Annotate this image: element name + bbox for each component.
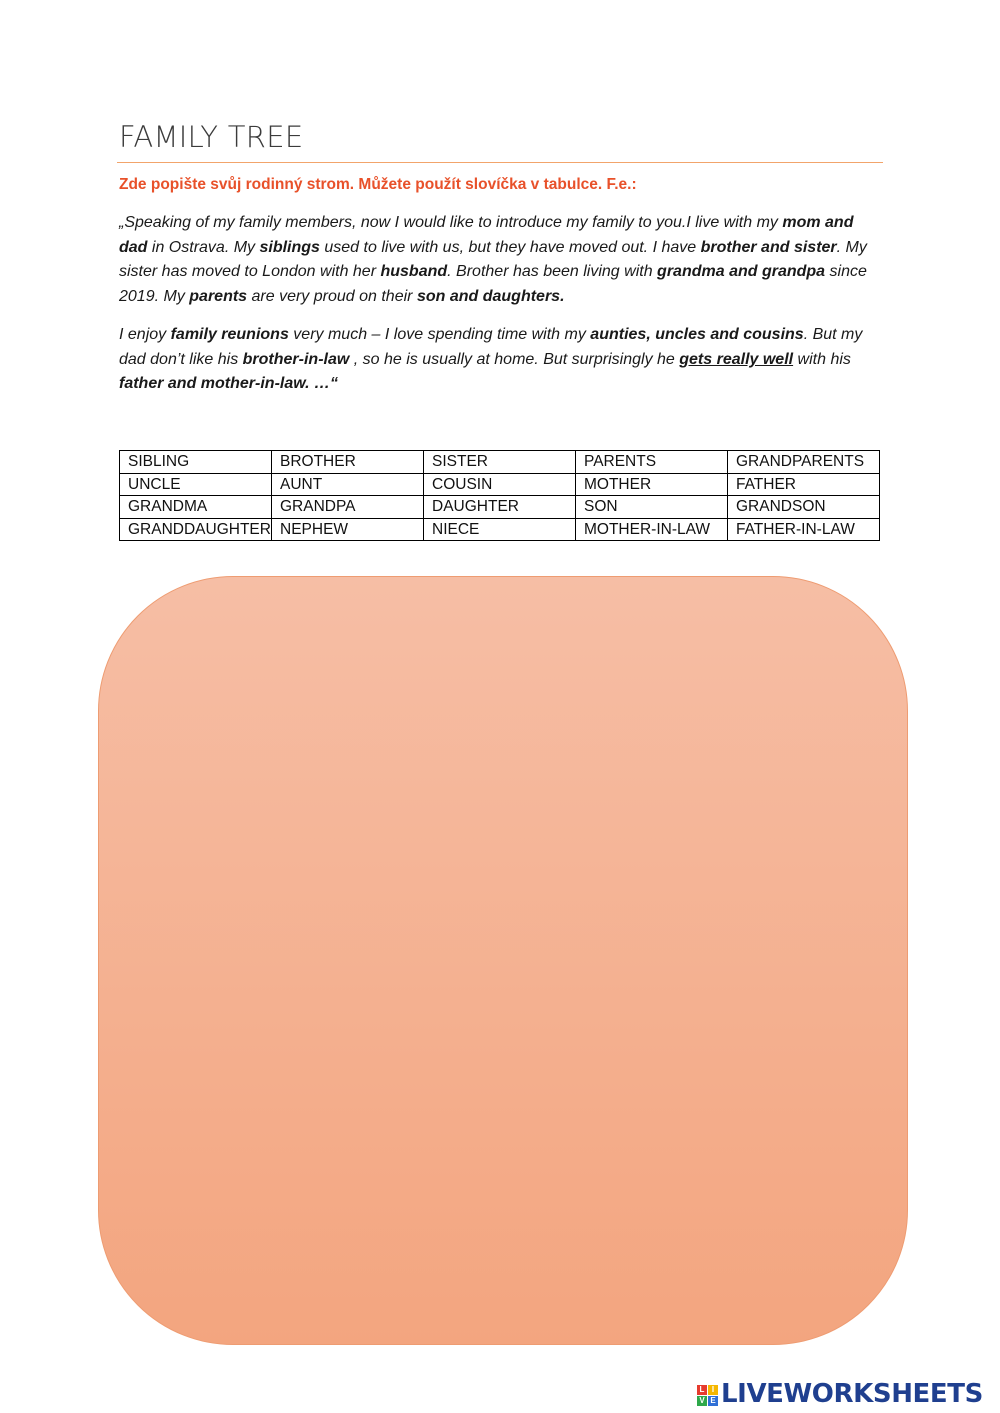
title-underline xyxy=(117,162,883,163)
emphasis-bold: son and daughters. xyxy=(416,287,565,305)
logo-mark-icon xyxy=(697,1385,718,1406)
emphasis-bold: brother-in-law xyxy=(242,350,350,368)
paragraph-text: used to live with us, but they have moved out. I have xyxy=(319,238,701,256)
instruction-text: Zde popište svůj rodinný strom. Můžete použít slovíčka v tabulce. F.e.: xyxy=(119,176,637,193)
table-cell: MOTHER xyxy=(576,473,728,496)
table-cell: GRANDPA xyxy=(272,496,424,519)
paragraph-text: I enjoy xyxy=(119,326,171,343)
paragraph-text: „Speaking of my family members, now I would like to introduce my family to you.I live with my xyxy=(119,214,783,231)
vocabulary-table xyxy=(119,450,880,541)
emphasis-bold xyxy=(679,351,793,368)
table-row xyxy=(120,496,880,519)
emphasis-bold: family reunions xyxy=(170,326,289,343)
table-cell: NEPHEW xyxy=(272,518,424,541)
emphasis-bold: aunties, uncles and cousins xyxy=(590,326,804,343)
example-paragraph-2 xyxy=(119,323,879,397)
paragraph-text: with his xyxy=(793,350,851,368)
logo-mark-tile: I xyxy=(708,1385,718,1395)
emphasis-bold: parents xyxy=(189,287,248,305)
emphasis-bold: mom and dad xyxy=(119,214,854,256)
page-title: FAMILY TREE xyxy=(119,120,304,154)
emphasis-bold: brother and sister xyxy=(700,238,837,256)
paragraph-text: in Ostrava. My xyxy=(147,238,260,256)
table-cell: SON xyxy=(576,496,728,519)
paragraph-text: . My sister has moved to London with her xyxy=(119,238,867,281)
paragraph-text: . But my dad don’t like his xyxy=(119,326,863,368)
table-cell: AUNT xyxy=(272,473,424,496)
table-cell: UNCLE xyxy=(120,473,272,496)
table-cell: NIECE xyxy=(424,518,576,541)
logo-mark-tile: E xyxy=(708,1396,718,1406)
family-tree-answer-box[interactable] xyxy=(98,576,908,1345)
table-cell: GRANDSON xyxy=(728,496,880,519)
emphasis-bold: husband xyxy=(380,263,448,281)
table-cell: FATHER-IN-LAW xyxy=(728,518,880,541)
table-row xyxy=(120,451,880,474)
paragraph-text: . Brother has been living with xyxy=(447,263,658,281)
table-cell: COUSIN xyxy=(424,473,576,496)
emphasis-bold: grandma and grandpa xyxy=(657,263,826,281)
paragraph-text: since 2019. My xyxy=(119,263,867,305)
table-row xyxy=(120,473,880,496)
example-paragraph-1 xyxy=(119,211,879,309)
emphasis-underlined: gets really well xyxy=(679,350,794,368)
logo-mark-tile: L xyxy=(697,1385,707,1395)
table-cell: PARENTS xyxy=(576,451,728,474)
table-cell: GRANDPARENTS xyxy=(728,451,880,474)
liveworksheets-logo xyxy=(697,1378,983,1410)
paragraph-text: very much – I love spending time with my xyxy=(288,326,591,343)
logo-text: LIVEWORKSHEETS xyxy=(721,1379,983,1409)
table-cell: GRANDMA xyxy=(120,496,272,519)
table-row xyxy=(120,518,880,541)
emphasis-bold: siblings xyxy=(259,238,320,256)
paragraph-text: , so he is usually at home. But surprisingly he xyxy=(349,350,680,368)
table-cell: BROTHER xyxy=(272,451,424,474)
table-cell: SISTER xyxy=(424,451,576,474)
table-cell: MOTHER-IN-LAW xyxy=(576,518,728,541)
table-cell: SIBLING xyxy=(120,451,272,474)
table-cell: FATHER xyxy=(728,473,880,496)
logo-mark-tile: V xyxy=(697,1396,707,1406)
emphasis-bold: father and mother-in-law. …“ xyxy=(119,375,338,393)
paragraph-text: are very proud on their xyxy=(247,287,417,305)
table-cell: DAUGHTER xyxy=(424,496,576,519)
table-cell: GRANDDAUGHTER xyxy=(120,518,272,541)
